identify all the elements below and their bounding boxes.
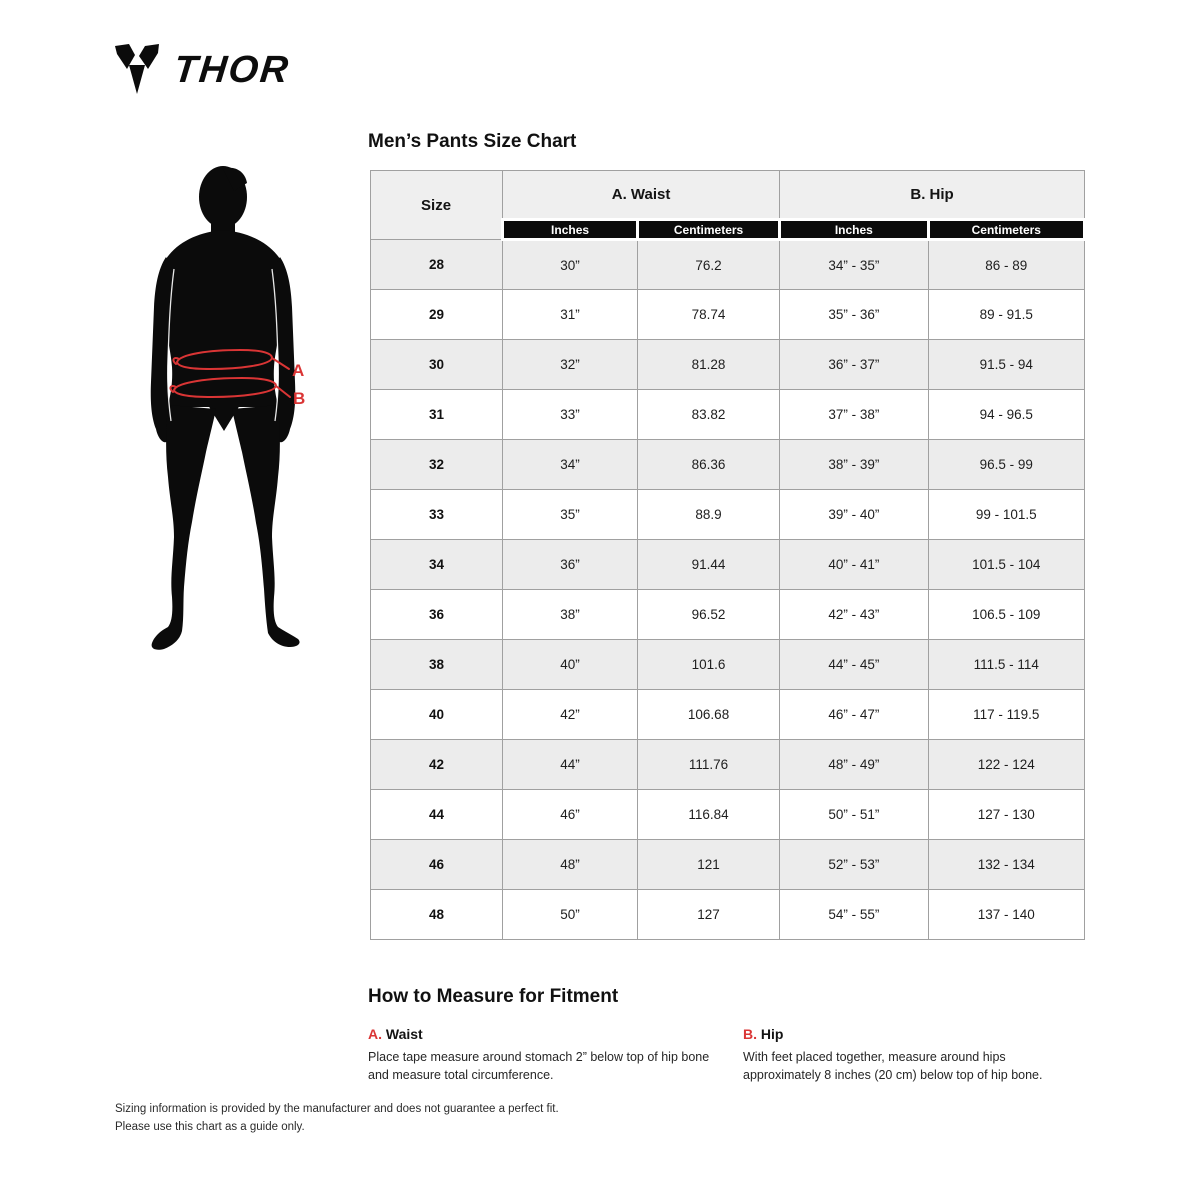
cell-waist-inches: 36”: [503, 540, 638, 590]
cell-waist-centimeters: 116.84: [638, 790, 780, 840]
table-row: [371, 540, 1085, 590]
cell-waist-centimeters: 111.76: [638, 740, 780, 790]
cell-waist-centimeters: 101.6: [638, 640, 780, 690]
subheader-hip-inches: Inches: [780, 220, 929, 240]
cell-hip-centimeters: 127 - 130: [928, 790, 1084, 840]
cell-hip-inches: 48” - 49”: [780, 740, 929, 790]
cell-hip-inches: 34” - 35”: [780, 240, 929, 290]
column-header-hip: B. Hip: [780, 171, 1085, 220]
cell-hip-centimeters: 86 - 89: [928, 240, 1084, 290]
cell-hip-centimeters: 89 - 91.5: [928, 290, 1084, 340]
subheader-waist-centimeters: Centimeters: [638, 220, 780, 240]
table-row: [371, 440, 1085, 490]
disclaimer: [115, 1101, 559, 1137]
hip-name: Hip: [760, 1026, 784, 1042]
cell-hip-inches: 54” - 55”: [780, 890, 929, 940]
table-row: [371, 640, 1085, 690]
table-row: [371, 790, 1085, 840]
column-header-size: Size: [371, 171, 503, 240]
waist-instructions-heading: [368, 1026, 743, 1042]
cell-hip-inches: 46” - 47”: [780, 690, 929, 740]
brand-name: THOR: [171, 49, 292, 91]
cell-waist-inches: 35”: [503, 490, 638, 540]
waist-name: Waist: [385, 1026, 423, 1042]
cell-size: 48: [371, 890, 503, 940]
cell-waist-centimeters: 91.44: [638, 540, 780, 590]
cell-waist-centimeters: 106.68: [638, 690, 780, 740]
waist-letter: A.: [368, 1026, 382, 1042]
cell-waist-centimeters: 86.36: [638, 440, 780, 490]
table-row: [371, 490, 1085, 540]
cell-waist-centimeters: 76.2: [638, 240, 780, 290]
thor-horns-icon: [114, 44, 160, 96]
brand-logo: [114, 44, 290, 96]
cell-waist-inches: 38”: [503, 590, 638, 640]
cell-waist-centimeters: 78.74: [638, 290, 780, 340]
table-row: [371, 340, 1085, 390]
cell-waist-inches: 32”: [503, 340, 638, 390]
table-row: [371, 290, 1085, 340]
cell-hip-centimeters: 106.5 - 109: [928, 590, 1084, 640]
cell-hip-inches: 52” - 53”: [780, 840, 929, 890]
cell-waist-inches: 46”: [503, 790, 638, 840]
cell-size: 32: [371, 440, 503, 490]
cell-hip-centimeters: 101.5 - 104: [928, 540, 1084, 590]
cell-waist-inches: 50”: [503, 890, 638, 940]
cell-waist-inches: 42”: [503, 690, 638, 740]
cell-hip-inches: 37” - 38”: [780, 390, 929, 440]
disclaimer-line-2: Please use this chart as a guide only.: [115, 1120, 305, 1133]
cell-size: 44: [371, 790, 503, 840]
cell-hip-inches: 40” - 41”: [780, 540, 929, 590]
cell-waist-inches: 33”: [503, 390, 638, 440]
cell-size: 33: [371, 490, 503, 540]
cell-size: 42: [371, 740, 503, 790]
page-title: Men’s Pants Size Chart: [368, 131, 577, 152]
table-row: [371, 890, 1085, 940]
cell-hip-centimeters: 132 - 134: [928, 840, 1084, 890]
size-chart-table: [370, 170, 1086, 940]
cell-waist-inches: 30”: [503, 240, 638, 290]
hip-instructions: [743, 1026, 1086, 1084]
cell-hip-centimeters: 96.5 - 99: [928, 440, 1084, 490]
table-row: [371, 390, 1085, 440]
cell-waist-inches: 48”: [503, 840, 638, 890]
cell-waist-centimeters: 127: [638, 890, 780, 940]
cell-size: 31: [371, 390, 503, 440]
disclaimer-line-1: Sizing information is provided by the manufacturer and does not guarantee a perfect fit.: [115, 1103, 559, 1115]
cell-hip-inches: 36” - 37”: [780, 340, 929, 390]
cell-size: 46: [371, 840, 503, 890]
table-row: [371, 690, 1085, 740]
hip-instructions-text: With feet placed together, measure around hips approximately 8 inches (20 cm) below top of hip bone.: [743, 1050, 1043, 1083]
cell-size: 34: [371, 540, 503, 590]
cell-hip-centimeters: 91.5 - 94: [928, 340, 1084, 390]
measurement-figure: [150, 157, 340, 657]
cell-size: 29: [371, 290, 503, 340]
cell-waist-centimeters: 83.82: [638, 390, 780, 440]
table-row: [371, 590, 1085, 640]
cell-hip-inches: 42” - 43”: [780, 590, 929, 640]
waist-label: A: [292, 361, 305, 380]
table-row: [371, 240, 1085, 290]
waist-instructions-text: Place tape measure around stomach 2” below top of hip bone and measure total circumference.: [368, 1050, 710, 1083]
cell-waist-centimeters: 81.28: [638, 340, 780, 390]
subheader-hip-centimeters: Centimeters: [928, 220, 1084, 240]
cell-hip-centimeters: 122 - 124: [928, 740, 1084, 790]
size-table-body: [371, 240, 1085, 940]
cell-hip-centimeters: 111.5 - 114: [928, 640, 1084, 690]
cell-size: 40: [371, 690, 503, 740]
how-to-measure-section: [368, 986, 1086, 1084]
hip-letter: B.: [743, 1026, 757, 1042]
cell-size: 28: [371, 240, 503, 290]
hip-instructions-heading: [743, 1026, 1086, 1042]
cell-hip-inches: 35” - 36”: [780, 290, 929, 340]
cell-hip-inches: 39” - 40”: [780, 490, 929, 540]
cell-hip-centimeters: 137 - 140: [928, 890, 1084, 940]
section-title: How to Measure for Fitment: [368, 986, 619, 1007]
subheader-waist-inches: Inches: [503, 220, 638, 240]
cell-hip-inches: 44” - 45”: [780, 640, 929, 690]
cell-waist-inches: 40”: [503, 640, 638, 690]
cell-hip-inches: 50” - 51”: [780, 790, 929, 840]
cell-size: 38: [371, 640, 503, 690]
cell-waist-inches: 34”: [503, 440, 638, 490]
male-silhouette: [151, 166, 300, 650]
cell-hip-inches: 38” - 39”: [780, 440, 929, 490]
cell-size: 36: [371, 590, 503, 640]
column-header-waist: A. Waist: [503, 171, 780, 220]
cell-waist-inches: 31”: [503, 290, 638, 340]
cell-hip-centimeters: 117 - 119.5: [928, 690, 1084, 740]
cell-waist-centimeters: 88.9: [638, 490, 780, 540]
cell-waist-centimeters: 96.52: [638, 590, 780, 640]
waist-instructions: [368, 1026, 743, 1084]
hip-label: B: [293, 389, 306, 408]
table-row: [371, 840, 1085, 890]
table-row: [371, 740, 1085, 790]
cell-hip-centimeters: 99 - 101.5: [928, 490, 1084, 540]
cell-waist-inches: 44”: [503, 740, 638, 790]
cell-hip-centimeters: 94 - 96.5: [928, 390, 1084, 440]
cell-waist-centimeters: 121: [638, 840, 780, 890]
cell-size: 30: [371, 340, 503, 390]
